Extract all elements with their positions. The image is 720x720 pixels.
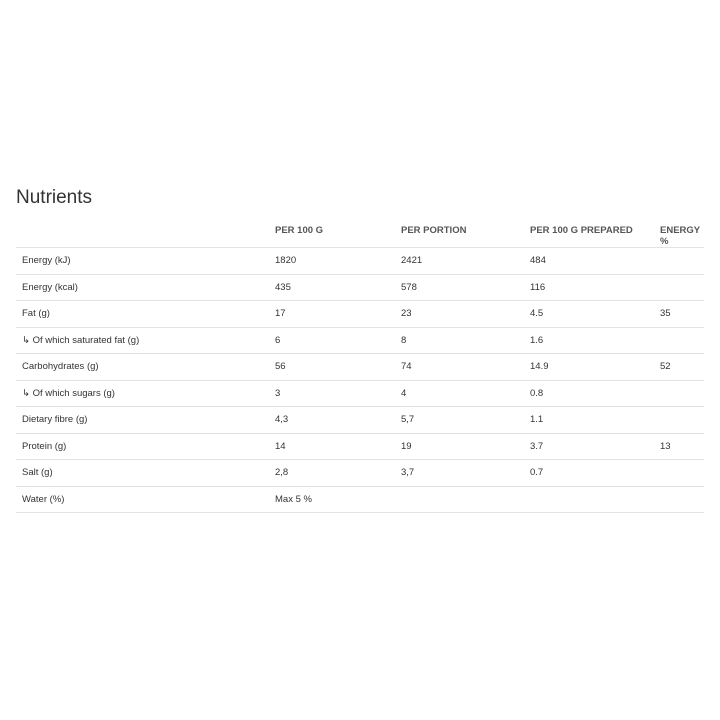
energy-percent-value: 35 — [654, 301, 704, 328]
per-100g-prepared-value: 0.8 — [524, 380, 654, 407]
per-100g-prepared-value: 14.9 — [524, 354, 654, 381]
per-100g-prepared-value: 0.7 — [524, 460, 654, 487]
energy-percent-value: 13 — [654, 433, 704, 460]
per-100g-value: 17 — [269, 301, 395, 328]
per-portion-value: 8 — [395, 327, 524, 354]
table-row — [16, 274, 704, 301]
per-100g-value: 4,3 — [269, 407, 395, 434]
table-row — [16, 380, 704, 407]
per-100g-prepared-value: 3.7 — [524, 433, 654, 460]
header-per-100g: PER 100 G — [269, 220, 395, 248]
nutrients-section — [16, 184, 704, 513]
per-portion-value: 19 — [395, 433, 524, 460]
per-100g-prepared-value: 1.6 — [524, 327, 654, 354]
table-row — [16, 433, 704, 460]
per-100g-prepared-value: 484 — [524, 248, 654, 275]
energy-percent-value — [654, 248, 704, 275]
nutrient-name: Carbohydrates (g) — [16, 354, 269, 381]
header-per-portion: PER PORTION — [395, 220, 524, 248]
per-100g-value: 6 — [269, 327, 395, 354]
per-100g-value: 2,8 — [269, 460, 395, 487]
header-per-100g-prepared: PER 100 G PREPARED — [524, 220, 654, 248]
nutrient-name: ↳ Of which sugars (g) — [16, 380, 269, 407]
nutrient-name: Energy (kJ) — [16, 248, 269, 275]
per-100g-value: 3 — [269, 380, 395, 407]
nutrient-name: Salt (g) — [16, 460, 269, 487]
table-row — [16, 248, 704, 275]
energy-percent-value — [654, 327, 704, 354]
per-100g-value: 14 — [269, 433, 395, 460]
energy-percent-value — [654, 380, 704, 407]
nutrients-table — [16, 220, 704, 513]
per-portion-value: 74 — [395, 354, 524, 381]
per-portion-value: 23 — [395, 301, 524, 328]
table-row — [16, 354, 704, 381]
per-100g-prepared-value: 116 — [524, 274, 654, 301]
energy-percent-value — [654, 460, 704, 487]
energy-percent-value: 52 — [654, 354, 704, 381]
nutrient-name: Protein (g) — [16, 433, 269, 460]
per-100g-prepared-value — [524, 486, 654, 513]
energy-percent-value — [654, 486, 704, 513]
nutrient-name: Energy (kcal) — [16, 274, 269, 301]
per-100g-prepared-value: 4.5 — [524, 301, 654, 328]
per-portion-value — [395, 486, 524, 513]
nutrient-name: Dietary fibre (g) — [16, 407, 269, 434]
header-nutrient — [16, 220, 269, 248]
table-row — [16, 301, 704, 328]
per-portion-value: 578 — [395, 274, 524, 301]
nutrient-name: Fat (g) — [16, 301, 269, 328]
per-100g-value: 1820 — [269, 248, 395, 275]
header-energy-percent: ENERGY % — [654, 220, 704, 248]
per-100g-value: Max 5 % — [269, 486, 395, 513]
nutrient-name: Water (%) — [16, 486, 269, 513]
per-portion-value: 2421 — [395, 248, 524, 275]
per-100g-value: 435 — [269, 274, 395, 301]
per-100g-value: 56 — [269, 354, 395, 381]
per-portion-value: 4 — [395, 380, 524, 407]
energy-percent-value — [654, 407, 704, 434]
table-row — [16, 407, 704, 434]
nutrient-name: ↳ Of which saturated fat (g) — [16, 327, 269, 354]
per-100g-prepared-value: 1.1 — [524, 407, 654, 434]
table-row — [16, 460, 704, 487]
table-header-row — [16, 220, 704, 248]
section-title: Nutrients — [16, 187, 93, 208]
table-row — [16, 486, 704, 513]
per-portion-value: 5,7 — [395, 407, 524, 434]
table-row — [16, 327, 704, 354]
energy-percent-value — [654, 274, 704, 301]
per-portion-value: 3,7 — [395, 460, 524, 487]
